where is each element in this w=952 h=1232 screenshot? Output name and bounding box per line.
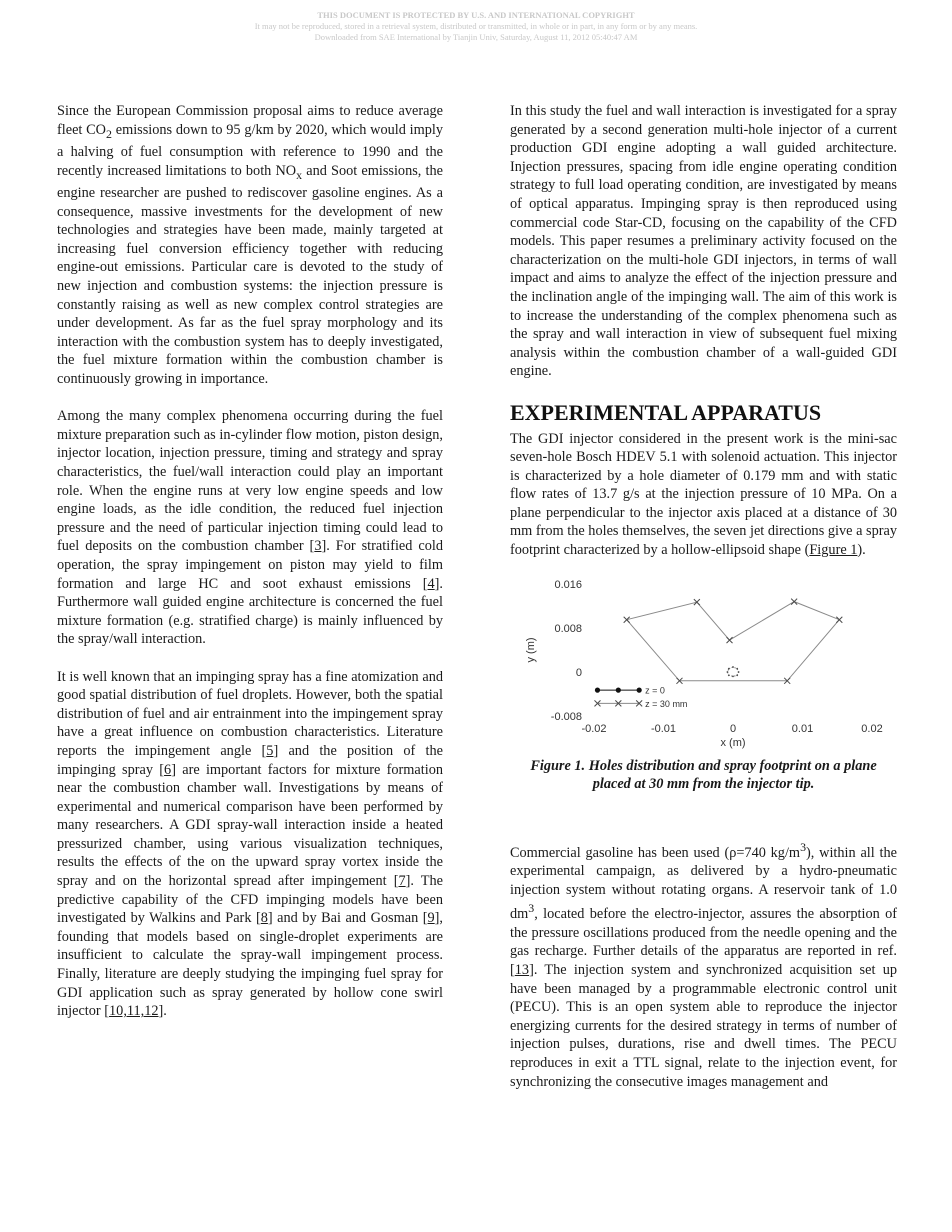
y-tick-label: 0 [575,666,582,679]
y-axis-label: y (m) [525,637,537,663]
x-tick-label: 0.02 [861,722,883,735]
y-tick-label: 0.016 [554,578,582,591]
data-point-z0 [736,674,738,676]
series-line-z30 [627,601,840,680]
right-column [510,102,897,1110]
citation-link[interactable]: 8 [260,910,268,927]
data-point-z30 [727,637,733,643]
left-column [57,102,443,1039]
data-point-z0 [728,667,730,669]
data-point-z30 [791,598,797,604]
x-tick-label: 0.01 [791,722,814,735]
figure-caption: Figure 1. Holes distribution and spray footprint on a plane placed at 30 mm from the injector tip. [530,757,877,793]
section-title: EXPERIMENTAL APPARATUS [510,399,822,425]
data-point-z30 [836,616,842,622]
x-tick-label: -0.01 [650,722,677,735]
figure-1-chart [510,574,897,754]
citation-link[interactable]: 13 [514,961,530,978]
scatter-plot [510,574,897,754]
paragraph-intro-3: It is well known that an impinging spray has a fine atomization and good spatial distribution of fuel droplets. However, both the spatial distribution of fuel and air entrainment into the impingement spray have a great influence on combustion characteristics. Literature reports the impingement angle [5] and the position of the impinging spray [6] are important factors for mixture formation near the combustion chamber wall. Investigations by means of experimental and numerical comparison have been performed by many researchers. A GDI spray-wall interaction inside a heated pressurized chamber, using various visualization techniques, results the effects of the on the upward spray vortex inside the spray and on the horizontal spread after impingement [7]. The predictive capability of the CFD impinging models have been investigated by Walkins and Park [8] and by Bai and Gosman [9], founding that models based on single-droplet experiments are insufficient to calculate the spray-wall impingement process. Finally, literature are deeply studying the impinging fuel spray for GDI application such as spray generated by hollow cone swirl injector [10,11,12]. [57,668,444,1020]
data-point-z0 [728,674,730,676]
paragraph-study-aim: In this study the fuel and wall interaction is investigated for a spray generated by a second generation multi-hole injector of a current production GDI engine adopting a wall guided architecture. Injection pressures, spacing from idle engine operating condition strategy to full load operating condition, are investigated by means of optical apparatus. Impinging spray is then reproduced using commercial code Star-CD, focusing on the capability of the CFD models. This paper resumes a preliminary activity focused on the characterization on the multi-hole GDI injectors, in terms of wall impact and aims to analyze the effect of the injection pressure and the inclination angle of the impinging wall. The aim of this work is to increase the understanding of the complex phenomena such as the spray and wall interaction in view of subsequent fuel mixing analysis within the combustion chamber of a wall-guided GDI engine. [510,103,897,380]
copyright-line-2: It may not be reproduced, stored in a retrieval system, distributed or transmitted, in whole or in part, in any form or by any means. [254,21,698,31]
data-point-z0 [738,671,740,673]
copyright-line-3: Downloaded from SAE International by Tianjin Univ, Saturday, August 11, 2012 05:40:47 AM [314,32,638,42]
legend-label-z0: z = 0 [645,685,665,696]
data-point-z0 [736,667,738,669]
y-tick-label: -0.008 [550,710,582,723]
copyright-header [0,10,952,43]
copyright-line-1: THIS DOCUMENT IS PROTECTED BY U.S. AND INTERNATIONAL COPYRIGHT [317,10,635,20]
data-point-z0 [727,671,729,673]
data-point-z30 [624,616,630,622]
legend-marker-z0 [616,687,621,692]
paragraph-injector: The GDI injector considered in the present work is the mini-sac seven-hole Bosch HDEV 5.1 with solenoid actuation. This injector is characterized by a hole diameter of 0.179 mm and with static flow rates of 13.7 g/s at the injection pressure of 10 MPa. On a plane perpendicular to the injector axis placed at a distance of 30 mm from the holes themselves, the seven jet directions give a spray footprint characterized by a hollow-ellipsoid shape (Figure 1). [510,430,897,559]
citation-link[interactable]: 9 [427,910,435,927]
citation-link[interactable]: 3 [314,538,322,555]
paragraph-apparatus: Commercial gasoline has been used (ρ=740 $kg/m^3$), within all the experimental campaign, as delivered by a hydro-pneumatic injection system without rotating organs. A reservoir tank of 1.0 $dm^3$, located before the electro-injector, assures the absorption of the pressure oscillations produced from the needle opening and the gas recharge. Further details of the apparatus are reported in ref. [13]. The injection system and synchronized acquisition set up have been managed by a programmable electronic control unit (PECU). This is an open system able to reproduce the injector energizing currents for the desired strategy in terms of number of injection pulses, durations, rise and dwell times. The PECU reproduces in exit a TTL signal, relate to the injection event, for synchronizing the consecutive images management and [510,839,897,1090]
paragraph-intro-1: Since the European Commission proposal aims to reduce average fleet $CO_2$ emissions down to 95 g/km by 2020, which would imply a halving of fuel consumption with reference to 1990 and the recently increased limitations to both $NO_x$ and Soot emissions, the engine researcher are pushed to rediscover gasoline engines. As a consequence, massive investments for the development of new technologies and strategies have been made, mainly targeted at increasing fuel conversion efficiency together with reducing engine-out emissions. Particular care is devoted to the study of new injection and combustion systems: the injection pressure is constantly raising as well as new complex control strategies are under development. As far as the fuel spray morphology and its interaction with the combustion system has to deeply investigated, the fuel mixture formation within the combustion chamber is continuously growing in importance. [57,103,443,388]
citation-link[interactable]: 10,11,12 [109,1003,159,1020]
data-point-z30 [694,599,700,605]
citation-link[interactable]: 5 [266,742,274,759]
y-tick-label: 0.008 [554,622,582,635]
citation-link[interactable]: 6 [164,761,172,778]
paragraph-intro-2: Among the many complex phenomena occurring during the fuel mixture preparation such as in-cylinder flow motion, piston design, injector location, injection pressure, timing and strategy and spray characteristics, the fuel/wall interaction could play an important role. When the engine runs at very low engine speeds and low engine loads, as the idle condition, the reduced fuel injection pressure and the need of particular injection timing could lead to fuel deposits on the combustion chamber [3]. For stratified cold operation, the spray impingement on piston may yield to film formation and large HC and soot exhaust emissions [4]. Furthermore wall guided engine architecture is concerned the fuel mixture formation (e.g. stratified charge) is mainly influenced by the spray/wall interaction. [57,408,443,648]
x-tick-label: -0.02 [581,722,607,735]
x-axis-label: x (m) [720,736,746,749]
citation-link[interactable]: 7 [398,873,406,890]
data-point-z0 [732,675,734,677]
legend-marker-z0 [595,687,600,692]
citation-link[interactable]: 4 [427,575,435,592]
x-tick-label: 0 [729,722,737,735]
legend-marker-z0 [637,687,642,692]
legend-label-z30: z = 30 mm [645,698,688,709]
figure-link[interactable]: Figure 1 [809,542,858,559]
data-point-z0 [732,666,734,668]
